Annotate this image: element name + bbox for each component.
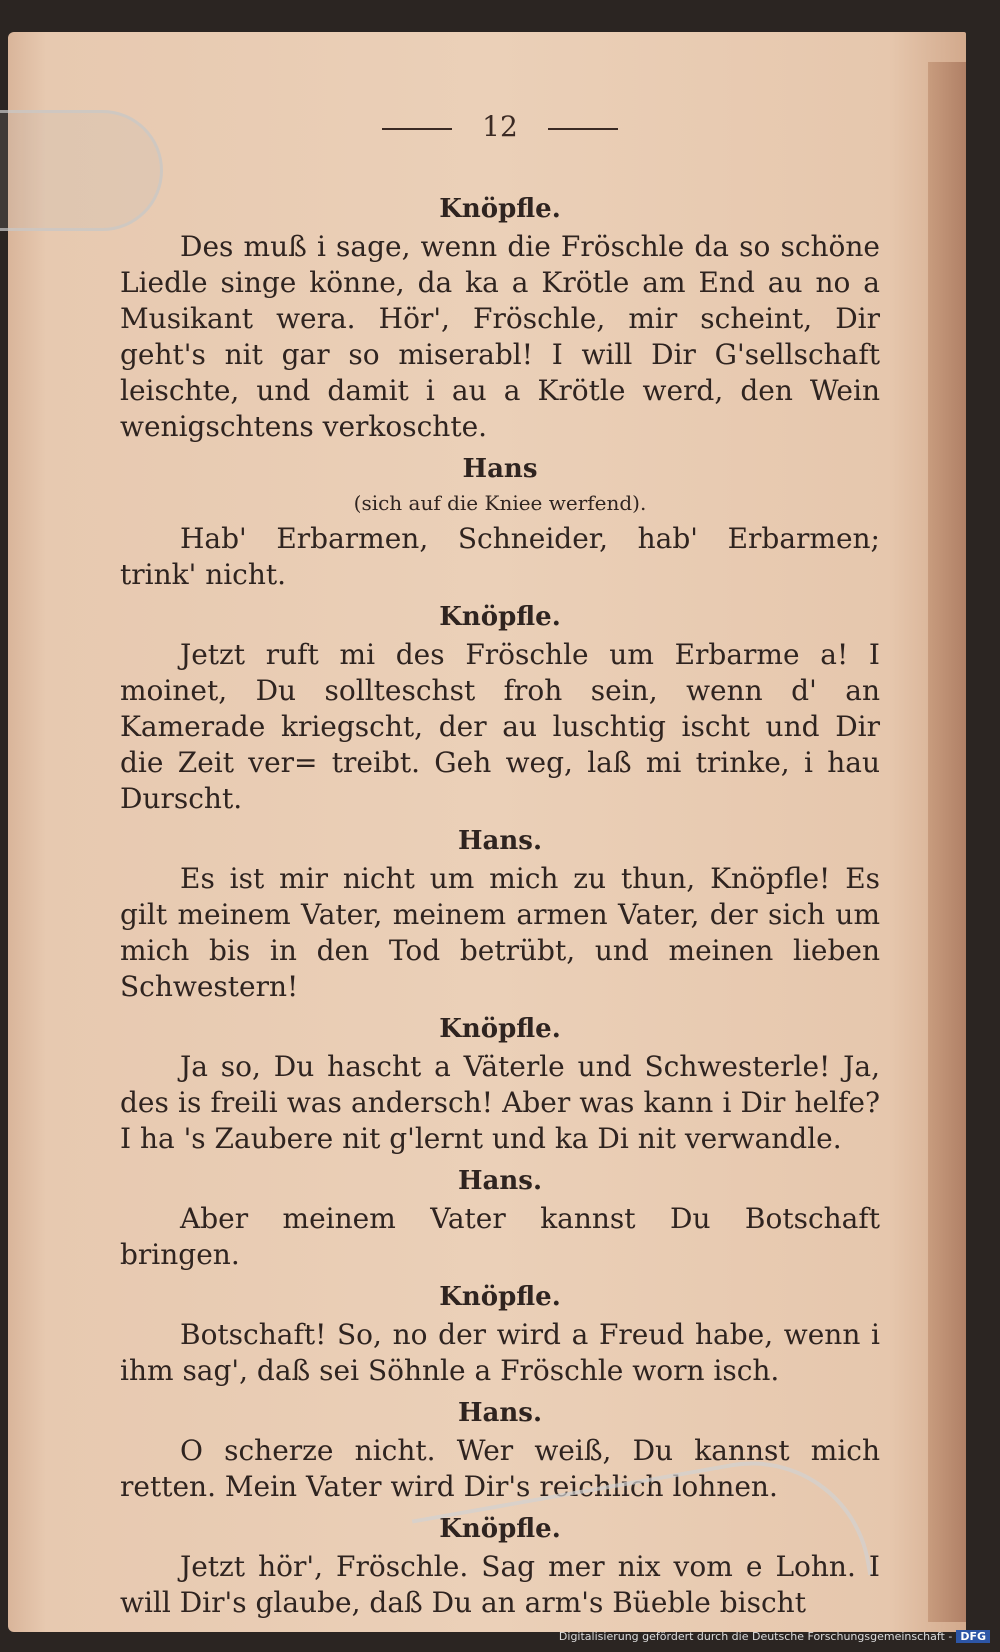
stage-direction: (sich auf die Kniee werfend).: [353, 491, 647, 515]
speaker-name: Hans: [462, 454, 538, 484]
header-dash-right: [548, 128, 618, 130]
speaker-name: Hans.: [457, 1398, 542, 1428]
speaker-name: Hans.: [457, 826, 542, 856]
dialogue-paragraph: Botschaft! So, no der wird a Freud habe, wenn i ihm sag', daß sei Söhnle a Fröschle worn isch.: [120, 1318, 880, 1387]
dialogue-paragraph: Jetzt hör', Fröschle. Sag mer nix vom e Lohn. I will Dir's glaube, daß Du an arm's Büeble bischt: [120, 1550, 880, 1619]
page-edge: [928, 62, 966, 1622]
footer: [559, 1630, 990, 1648]
dialogue-paragraph: Des muß i sage, wenn die Fröschle da so schöne Liedle singe könne, da ka a Krötle am End au no a Musikant wera. Hör', Fröschle, mir scheint, Dir geht's nit gar so miserabl! I will Dir G'sellschaft leischte, und damit i au a Krötle werd, den Wein wenigschtens verkoschte.: [120, 230, 880, 443]
speaker-name: Knöpfle.: [439, 1014, 561, 1044]
page-number: 12: [482, 110, 518, 143]
dialogue-paragraph: Ja so, Du hascht a Väterle und Schwesterle! Ja, des is freili was andersch! Aber was kann i Dir helfe? I ha 's Zaubere nit g'lernt und ka Di nit verwandle.: [120, 1050, 880, 1155]
dialogue-paragraph: Jetzt ruft mi des Fröschle um Erbarme a! I moinet, Du sollteschst froh sein, wenn d' an Kamerade kriegscht, der au luschtig ischt und Dir die Zeit ver= treibt. Geh weg, laß mi trinke, i hau Durscht.: [120, 638, 880, 815]
speaker-name: Knöpfle.: [439, 602, 561, 632]
dialogue-paragraph: Es ist mir nicht um mich zu thun, Knöpfle! Es gilt meinem Vater, meinem armen Vater, der sich um mich bis in den Tod betrübt, und meinen lieben Schwestern!: [120, 862, 880, 1003]
paper-clip-top: [0, 110, 163, 231]
speaker-name: Knöpfle.: [439, 1282, 561, 1312]
speaker-name: Knöpfle.: [439, 1514, 561, 1544]
dialogue-paragraph: O scherze nicht. Wer weiß, Du kannst mich retten. Mein Vater wird Dir's reichlich lohnen.: [120, 1434, 880, 1503]
header-dash-left: [382, 128, 452, 130]
speaker-name: Hans.: [457, 1166, 542, 1196]
dialogue-paragraph: Aber meinem Vater kannst Du Botschaft bringen.: [120, 1202, 880, 1271]
speaker-name: Knöpfle.: [439, 194, 561, 224]
dialogue-paragraph: Hab' Erbarmen, Schneider, hab' Erbarmen; trink' nicht.: [120, 522, 880, 591]
dfg-logo: DFG: [956, 1630, 990, 1643]
footer-text: Digitalisierung gefördert durch die Deutsche Forschungsgemeinschaft -: [558, 1630, 953, 1643]
page-text: [120, 185, 880, 1621]
